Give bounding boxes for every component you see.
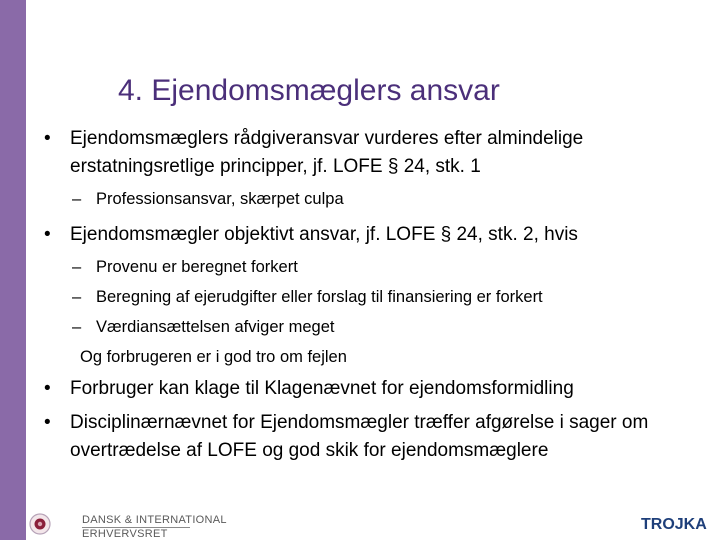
- bullet-dot: •: [44, 224, 51, 245]
- slide-content: [44, 125, 704, 465]
- bullet-text: Forbruger kan klage til Klagenævnet for ejendomsformidling: [70, 378, 574, 399]
- sub-item: [44, 255, 704, 279]
- sub-item: [44, 187, 704, 211]
- sub-dash: –: [72, 258, 82, 276]
- bullet-text: Ejendomsmæglers rådgiveransvar vurderes efter almindelige erstatningsretlige principper, jf. LOFE § 24, stk. 1: [70, 128, 584, 177]
- sub-dash: –: [72, 190, 82, 208]
- sub-dash: –: [72, 318, 82, 336]
- sub-item: [44, 315, 704, 339]
- sub-text: Værdiansættelsen afviger meget: [96, 318, 335, 336]
- bullet-item: [44, 409, 704, 465]
- sub-text: Professionsansvar, skærpet culpa: [96, 190, 344, 208]
- bullet-item: [44, 375, 704, 403]
- bullet-text: Disciplinærnævnet for Ejendomsmægler træffer afgørelse i sager om overtrædelse af LOFE og god skik for ejendomsmæglere: [70, 412, 649, 461]
- side-accent-bar: [0, 0, 26, 540]
- bullet-item: [44, 125, 704, 181]
- bullet-dot: •: [44, 378, 51, 399]
- footer-brand-logo: TROJKA: [641, 516, 707, 533]
- sub-text: Provenu er beregnet forkert: [96, 258, 298, 276]
- sub-item: [44, 285, 704, 309]
- slide-title: 4. Ejendomsmæglers ansvar: [118, 74, 500, 107]
- bullet-dot: •: [44, 128, 51, 149]
- sub-note: Og forbrugeren er i god tro om fejlen: [80, 348, 347, 366]
- sub-text: Beregning af ejerudgifter eller forslag til finansiering er forkert: [96, 288, 543, 306]
- footer-org-line2: ERHVERVSRET: [82, 528, 168, 540]
- bullet-item: [44, 221, 704, 249]
- footer-org-line1: DANSK & INTERNATIONAL: [82, 514, 227, 526]
- footer-org-logo: [82, 515, 227, 540]
- seal-logo-icon: [28, 512, 52, 536]
- bullet-text: Ejendomsmægler objektivt ansvar, jf. LOFE § 24, stk. 2, hvis: [70, 224, 578, 245]
- sub-dash: –: [72, 288, 82, 306]
- bullet-dot: •: [44, 412, 51, 433]
